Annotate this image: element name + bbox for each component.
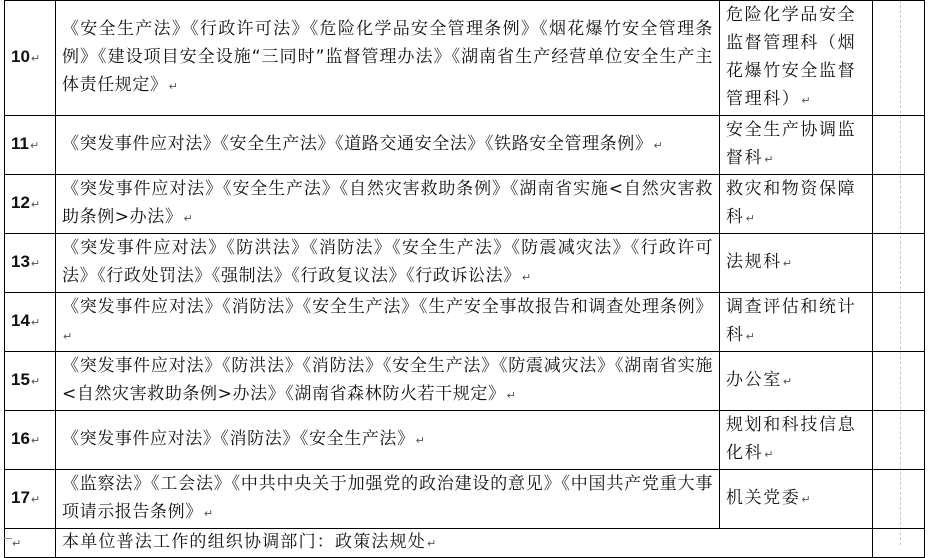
law-list-text: 《突发事件应对法》《消防法》《安全生产法》 (62, 429, 415, 449)
responsible-department (720, 175, 873, 234)
responsible-department-text: 危险化学品安全监督管理科（烟花爆竹安全监督管理科） (726, 5, 857, 109)
paragraph-mark: ↵ (30, 316, 41, 329)
row-number-text: 11 (11, 134, 29, 153)
table-row (5, 116, 925, 175)
empty-cell (873, 234, 925, 293)
paragraph-mark: ↵ (427, 537, 438, 550)
law-list-text: 《突发事件应对法》《消防法》《安全生产法》《生产安全事故报告和调查处理条例》 (62, 297, 713, 317)
paragraph-mark: ↵ (506, 389, 517, 402)
coordination-department-text: 本单位普法工作的组织协调部门：政策法规处 (62, 532, 426, 552)
law-list (56, 411, 720, 470)
paragraph-mark: ↵ (653, 139, 664, 152)
law-responsibility-table (4, 0, 925, 558)
law-list (56, 116, 720, 175)
paragraph-mark: ↵ (30, 493, 41, 506)
paragraph-mark: ↵ (30, 375, 41, 388)
law-list (56, 293, 720, 352)
responsible-department-text: 安全生产协调监督科 (726, 120, 857, 168)
law-list-text: 《突发事件应对法》《防洪法》《消防法》《安全生产法》《防震减灾法》《行政许可法》《行政处罚法》《强制法》《行政复议法》《行政诉讼法》 (62, 238, 713, 286)
table-row (5, 411, 925, 470)
row-number-text: 10 (11, 47, 30, 66)
row-number (5, 411, 56, 470)
paragraph-mark: ↵ (782, 375, 794, 388)
responsible-department-text: 法规科 (726, 252, 782, 272)
table-row (5, 293, 925, 352)
paragraph-mark: ↵ (168, 80, 179, 93)
row-number (5, 175, 56, 234)
responsible-department-text: 规划和科技信息化科 (726, 415, 857, 463)
row-number (5, 234, 56, 293)
law-list-text: 《监察法》《工会法》《中共中央关于加强党的政治建设的意见》《中国共产党重大事项请示报告条例》 (62, 474, 713, 522)
row-number (5, 470, 56, 529)
row-number (5, 116, 56, 175)
paragraph-mark: ↵ (30, 52, 41, 65)
paragraph-mark: ↵ (30, 434, 41, 447)
row-number (5, 352, 56, 411)
paragraph-mark: ↵ (30, 257, 41, 270)
row-number-text: 12 (11, 193, 30, 212)
paragraph-mark: ↵ (29, 139, 40, 152)
paragraph-mark: ↵ (521, 271, 532, 284)
empty-cell (873, 529, 925, 558)
paragraph-mark: ↵ (203, 507, 214, 520)
table-row (5, 470, 925, 529)
empty-cell (873, 175, 925, 234)
responsible-department (720, 116, 873, 175)
paragraph-mark: ↵ (801, 94, 813, 107)
row-number (5, 293, 56, 352)
paragraph-mark: ↵ (801, 493, 813, 506)
paragraph-mark: ↵ (30, 198, 41, 211)
paragraph-mark: ↵ (764, 448, 776, 461)
law-list (56, 1, 720, 116)
table-row (5, 352, 925, 411)
table-row (5, 175, 925, 234)
coordination-department-note (56, 529, 873, 558)
law-list-text: 《突发事件应对法》《防洪法》《消防法》《安全生产法》《防震减灾法》《湖南省实施<自然灾害救助条例>办法》《湖南省森林防火若干规定》 (62, 356, 713, 404)
empty-cell (873, 116, 925, 175)
empty-cell (873, 411, 925, 470)
responsible-department-text: 机关党委 (726, 488, 801, 508)
empty-cell (873, 470, 925, 529)
empty-cell (873, 293, 925, 352)
responsible-department-text: 调查评估和统计科 (726, 297, 857, 345)
footer-row (5, 529, 925, 558)
law-list (56, 352, 720, 411)
row-number-text: 17 (11, 488, 30, 507)
responsible-department-text: 办公室 (726, 370, 782, 390)
empty-cell (873, 352, 925, 411)
responsible-department (720, 234, 873, 293)
table-body (5, 1, 925, 558)
row-number-text: 16 (11, 429, 30, 448)
law-list (56, 234, 720, 293)
responsible-department (720, 293, 873, 352)
row-number (5, 1, 56, 116)
responsible-department (720, 411, 873, 470)
law-list-text: 《突发事件应对法》《安全生产法》《道路交通安全法》《铁路安全管理条例》 (62, 134, 653, 154)
row-number-text: 14 (11, 311, 30, 330)
responsible-department (720, 1, 873, 116)
responsible-department (720, 470, 873, 529)
row-number-text: 13 (11, 252, 30, 271)
paragraph-mark: ↵ (63, 330, 73, 343)
paragraph-mark: ↵ (12, 537, 22, 550)
table-row (5, 1, 925, 116)
law-list (56, 175, 720, 234)
empty-cell (873, 1, 925, 116)
paragraph-mark: ↵ (764, 153, 776, 166)
responsible-department (720, 352, 873, 411)
corner-mark (4, 538, 12, 539)
paragraph-mark: ↵ (415, 434, 426, 447)
responsible-department-text: 救灾和物资保障科 (726, 179, 857, 227)
paragraph-mark: ↵ (782, 257, 794, 270)
paragraph-mark: ↵ (745, 212, 757, 225)
row-number-text: 15 (11, 370, 30, 389)
paragraph-mark: ↵ (745, 330, 757, 343)
paragraph-mark: ↵ (183, 212, 194, 225)
law-list (56, 470, 720, 529)
law-list-text: 《安全生产法》《行政许可法》《危险化学品安全管理条例》《烟花爆竹安全管理条例》《建设项目安全设施“三同时”监督管理办法》《湖南省生产经营单位安全生产主体责任规定》 (62, 19, 713, 95)
footer-number-cell (5, 529, 56, 558)
law-list-text: 《突发事件应对法》《安全生产法》《自然灾害救助条例》《湖南省实施<自然灾害救助条例>办法》 (62, 179, 713, 227)
table-row (5, 234, 925, 293)
